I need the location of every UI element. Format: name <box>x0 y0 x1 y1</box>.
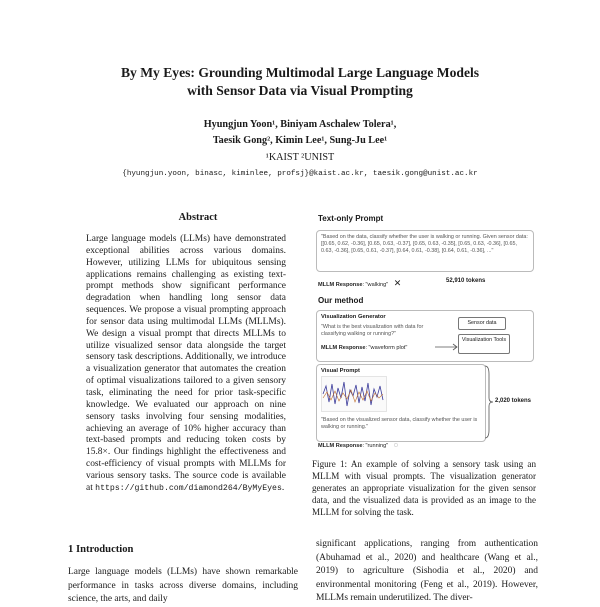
mllm-response-label: MLLM Response <box>318 282 363 288</box>
title-line-2: with Sensor Data via Visual Prompting <box>187 83 413 98</box>
vis-gen-response: : "waveform plot" <box>365 345 408 351</box>
figure-caption: Figure 1: An example of solving a sensory task using an MLLM with visual prompts. The visualization generator generates an appropriate visualization for the given sensor data, and the visualized data is provided as an image to the MLLM for solving the task. <box>312 459 536 517</box>
visual-prompt-heading: Visual Prompt <box>321 368 360 374</box>
text-response: : "walking" <box>362 282 389 288</box>
authors-line-2: Taesik Gong², Kimin Lee¹, Sung-Ju Lee¹ <box>212 134 388 146</box>
waveform-plot <box>321 376 387 412</box>
text-only-heading: Text-only Prompt <box>318 214 384 223</box>
vis-gen-heading: Visualization Generator <box>321 314 386 320</box>
title-line-1: By My Eyes: Grounding Multimodal Large Language Models <box>120 65 480 80</box>
sensor-data-box: Sensor data <box>458 317 506 330</box>
introduction-heading: 1 Introduction <box>68 544 134 555</box>
abstract-end: . <box>281 482 285 493</box>
right-column-body: significant applications, ranging from authentication (Abuhamad et al., 2020) and healthcare (Wang et al., 2019) to agriculture (Sishodia et al., 2020) and environmental monitoring (Feng et al., 2019). However, MLLMs remain underutilized. The diver- <box>316 539 538 603</box>
visual-tokens: 2,020 tokens <box>495 398 532 404</box>
text-response-row <box>318 278 401 289</box>
text-tokens: 52,910 tokens <box>446 278 486 284</box>
our-method-heading: Our method <box>318 296 364 305</box>
abstract-text: Large language models (LLMs) have demonstrated exceptional abilities across various domains. However, utilizing LLMs for ubiquitous sensing applications remains challenging as existing text-prompt methods show significant performance degradation when handling long sensor data sequences. We propose a visual prompting approach for sensor data using multimodal LLMs (MLLMs). We design a visual prompt that directs MLLMs to utilize visualized sensor data alongside the target sensory task descriptions. Additionally, we introduce a visualization generator that automates the creation of optimal visualizations tailored to a given sensory task, eliminating the need for prior task-specific knowledge. We evaluated our approach on nine sensory tasks involving four sensing modalities, achieving an average of 10% higher accuracy than text-based prompts and reducing token costs by 15.8×. Our findings highlight the effectiveness and cost-efficiency of visual prompts with MLLMs for various sensory tasks. The source code is available at <box>86 234 286 493</box>
code-link[interactable]: https://github.com/diamond264/ByMyEyes <box>95 483 282 493</box>
paper-title <box>0 64 600 100</box>
authors <box>0 117 600 148</box>
cross-icon: ✕ <box>393 278 402 288</box>
visual-prompt-box <box>316 364 486 442</box>
introduction-body: Large language models (LLMs) have shown remarkable performance in tasks across diverse domains, including science, the arts, and daily <box>68 567 298 604</box>
visual-response: : "running" <box>362 443 389 449</box>
text-prompt: "Based on the data, classify whether the user is walking or running. Given sensor data: [[0.65, 0.62, -0.36], [0.65, 0.63, -0.37], [0.65, 0.63, -0.35], [0.65, 0.63, -0.36], [0.65, 0.63, -0.36], [0.65, 0.61, -0.37], [0.64, 0.61, -0.38], [0.64, 0.61, -0.36], ..." <box>321 234 528 255</box>
affiliations: ¹KAIST ²UNIST <box>265 152 335 163</box>
figure-1 <box>312 212 536 452</box>
mllm-response-label-3: MLLM Response <box>318 443 363 449</box>
brace-icon <box>484 364 494 440</box>
abstract-body <box>86 234 286 495</box>
authors-line-1: Hyungjun Yoon¹, Biniyam Aschalew Tolera¹, <box>203 119 397 130</box>
vis-gen-box <box>316 310 534 362</box>
text-prompt-box <box>316 230 534 272</box>
visual-response-row <box>318 442 398 449</box>
emails: {hyungjun.yoon, binasc, kiminlee, profsj}@kaist.ac.kr, taesik.gong@unist.ac.kr <box>122 170 478 178</box>
check-icon: ◌ <box>393 442 398 449</box>
arrow-icon <box>427 329 463 353</box>
abstract-heading: Abstract <box>178 212 218 223</box>
vis-tools-box: Visualization Tools <box>458 334 510 354</box>
vis-gen-question: "What is the best visualization with data for classifying walking or running?" <box>321 324 424 338</box>
mllm-response-label-2: MLLM Response <box>321 345 366 351</box>
vis-gen-response-row <box>321 345 407 351</box>
visual-prompt-text: "Based on the visualized sensor data, classify whether the user is walking or running." <box>321 417 478 431</box>
